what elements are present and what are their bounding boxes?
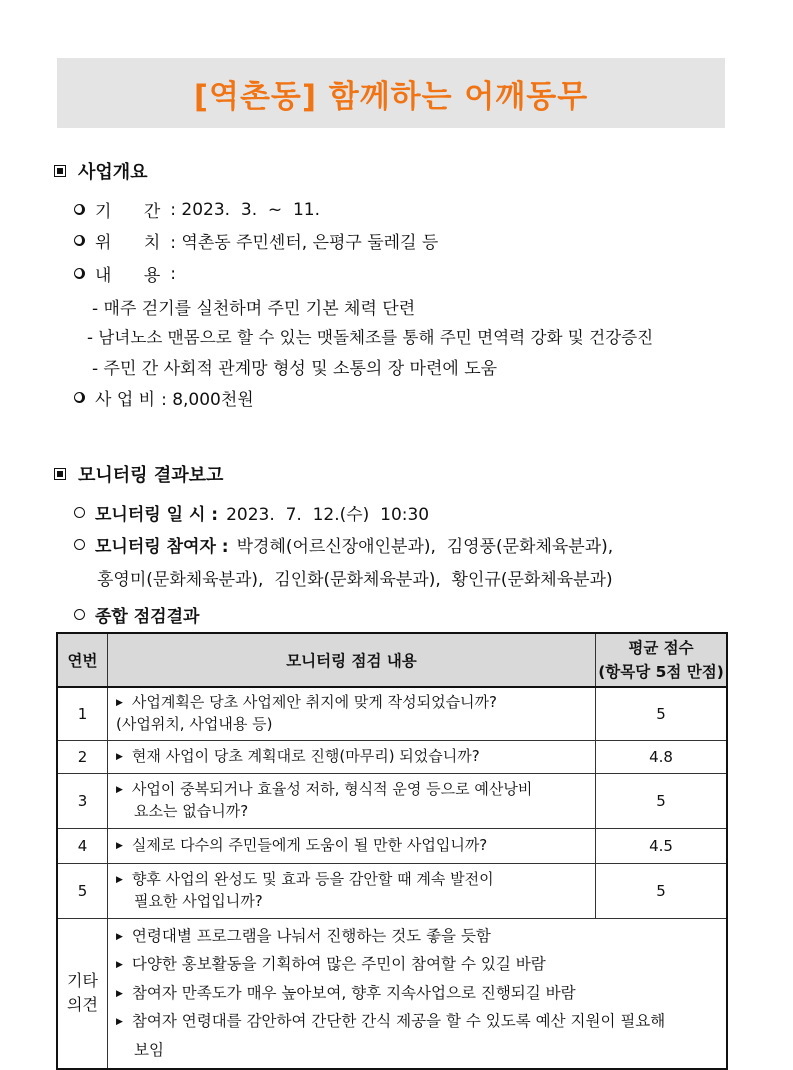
triangle-bullet-icon: ▶ <box>116 988 123 999</box>
overview-heading-text: 사업개요 <box>78 162 148 183</box>
row-question <box>108 863 596 918</box>
other-label <box>57 918 108 1069</box>
header-score-line2: (항목당 5점 만점) <box>598 663 724 681</box>
question-line1: 향후 사업의 완성도 및 효과 등을 감안할 때 계속 발전이 <box>131 870 494 888</box>
row-question <box>108 687 596 740</box>
budget-value: : 8,000천원 <box>161 390 254 410</box>
participants-line <box>74 532 613 557</box>
triangle-bullet-icon: ▶ <box>116 751 123 762</box>
table-row <box>57 828 727 863</box>
other-opinions-row <box>57 918 727 1069</box>
circle-bullet-icon <box>74 609 85 620</box>
location-value: : 역촌동 주민센터, 은평구 둘레길 등 <box>170 233 439 253</box>
circle-bullet-icon <box>74 539 85 550</box>
row-no: 3 <box>57 773 108 828</box>
row-score: 4.8 <box>596 740 728 773</box>
row-no: 1 <box>57 687 108 740</box>
header-score <box>596 633 728 687</box>
location-line <box>74 228 438 253</box>
table-header-row <box>57 633 727 687</box>
triangle-bullet-icon: ▶ <box>116 785 123 795</box>
row-no: 4 <box>57 828 108 863</box>
monitoring-heading <box>54 461 223 487</box>
triangle-bullet-icon: ▶ <box>116 698 123 709</box>
row-score: 5 <box>596 687 728 740</box>
summary-heading-text: 종합 점검결과 <box>95 607 200 627</box>
square-bullet-icon <box>54 468 66 480</box>
question-line1: 사업계획은 당초 사업제안 취지에 맞게 작성되었습니까? <box>131 693 497 712</box>
participants-line2: 홍영미(문화체육분과), 김인화(문화체육분과), 황인규(문화체육분과) <box>97 570 613 590</box>
triangle-bullet-icon: ▶ <box>116 960 123 970</box>
participants-line1: 박경혜(어르신장애인분과), 김영풍(문화체육분과), <box>236 537 614 557</box>
content-value: : <box>170 263 177 284</box>
row-no: 5 <box>57 863 108 918</box>
document-title: [역촌동] 함께하는 어깨동무 <box>193 78 589 115</box>
opinion-item <box>116 980 720 1009</box>
content-label: 내 용 <box>95 266 161 286</box>
monitoring-date-value: 2023. 7. 12.(수) 10:30 <box>226 505 430 525</box>
content-line <box>74 261 176 286</box>
row-question <box>108 740 596 773</box>
circle-bullet-icon <box>74 392 85 403</box>
content-item: - 남녀노소 맨몸으로 할 수 있는 맷돌체조를 통해 주민 면역력 강화 및 건강증진 <box>87 328 654 347</box>
monitoring-date-line <box>74 500 429 525</box>
triangle-bullet-icon: ▶ <box>116 931 123 942</box>
question-line1: 현재 사업이 당초 계획대로 진행(마무리) 되었습니까? <box>131 746 480 765</box>
results-table <box>56 632 728 1070</box>
circle-bullet-icon <box>74 268 85 279</box>
header-content: 모니터링 점검 내용 <box>108 633 596 687</box>
opinions-cell <box>108 918 728 1069</box>
budget-line <box>74 385 254 410</box>
opinion-item <box>116 923 720 952</box>
question-line2: 요소는 없습니까? <box>134 802 249 820</box>
triangle-bullet-icon: ▶ <box>116 840 123 851</box>
summary-heading <box>74 602 199 627</box>
table-row <box>57 863 727 918</box>
period-label: 기 간 <box>95 202 161 222</box>
opinion-text: 다양한 홍보활동을 기획하여 많은 주민이 참여할 수 있길 바람 <box>131 955 546 973</box>
other-label-line1: 기타 <box>67 971 98 991</box>
participants-label: 모니터링 참여자 : <box>95 537 229 557</box>
table-row <box>57 687 727 740</box>
opinion-item <box>116 951 720 980</box>
circle-bullet-icon <box>74 204 85 215</box>
circle-bullet-icon <box>74 235 85 246</box>
question-line2: 필요한 사업입니까? <box>134 892 263 910</box>
row-score: 5 <box>596 863 728 918</box>
location-label: 위 치 <box>95 233 161 253</box>
header-score-line1: 평균 점수 <box>628 639 694 657</box>
question-line2: (사업위치, 사업내용 등) <box>116 715 273 734</box>
overview-heading <box>54 158 148 184</box>
circle-bullet-icon <box>74 507 85 518</box>
question-line1: 사업이 중복되거나 효율성 저하, 형식적 운영 등으로 예산낭비 <box>131 780 533 798</box>
question-line1: 실제로 다수의 주민들에게 도움이 될 만한 사업입니까? <box>131 835 488 854</box>
other-label-line2: 의견 <box>67 995 98 1015</box>
period-value: : 2023. 3. ~ 11. <box>170 199 321 220</box>
row-score: 5 <box>596 773 728 828</box>
opinion-continuation: 보임 <box>134 1040 164 1059</box>
row-question <box>108 773 596 828</box>
monitoring-date-label: 모니터링 일 시 : <box>95 505 219 525</box>
title-banner <box>57 58 725 128</box>
table-row <box>57 740 727 773</box>
row-score: 4.5 <box>596 828 728 863</box>
triangle-bullet-icon: ▶ <box>116 1017 123 1027</box>
square-bullet-icon <box>54 165 66 177</box>
opinion-item <box>116 1008 720 1037</box>
header-no: 연번 <box>57 633 108 687</box>
period-line <box>74 197 320 222</box>
opinion-text: 참여자 연령대를 감안하여 간단한 간식 제공을 할 수 있도록 예산 지원이 필요해 <box>131 1012 666 1030</box>
opinion-text: 연령대별 프로그램을 나눠서 진행하는 것도 좋을 듯함 <box>131 926 491 945</box>
row-no: 2 <box>57 740 108 773</box>
content-item: - 주민 간 사회적 관계망 형성 및 소통의 장 마련에 도움 <box>92 359 498 379</box>
opinion-text: 참여자 만족도가 매우 높아보여, 향후 지속사업으로 진행되길 바람 <box>131 983 576 1002</box>
row-question <box>108 828 596 863</box>
table-row <box>57 773 727 828</box>
budget-label: 사 업 비 <box>95 390 156 410</box>
monitoring-heading-text: 모니터링 결과보고 <box>78 465 224 486</box>
content-item: - 매주 걷기를 실천하며 주민 기본 체력 단련 <box>92 299 416 319</box>
triangle-bullet-icon: ▶ <box>116 875 123 885</box>
